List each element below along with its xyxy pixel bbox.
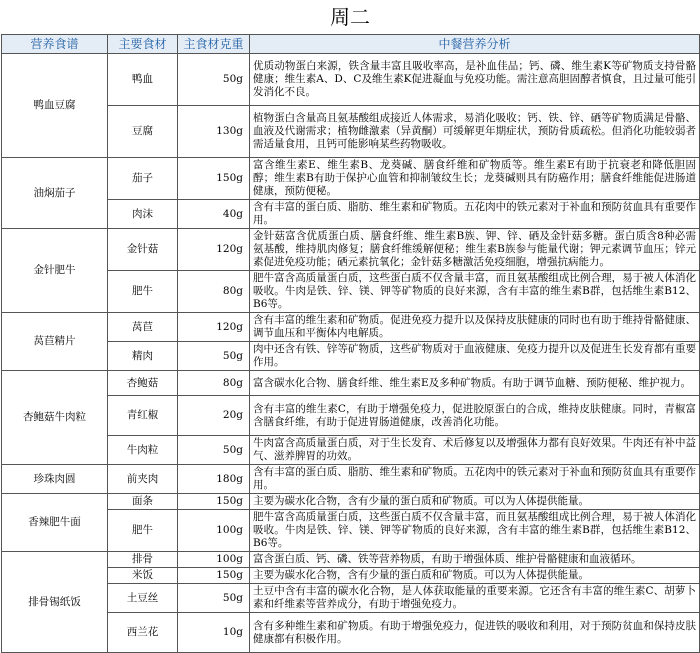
ingredient-name: 鸭血: [108, 54, 178, 106]
ingredient-name: 金针菇: [108, 229, 178, 271]
ingredient-weight: 40g: [178, 200, 250, 229]
dish-name: 鸭血豆腐: [2, 54, 108, 158]
ingredient-weight: 150g: [178, 158, 250, 200]
table-row: [2, 552, 700, 568]
table-body: [2, 54, 700, 653]
ingredient-name: 肉沫: [108, 200, 178, 229]
ingredient-weight: 10g: [178, 613, 250, 653]
nutrition-analysis: 主要为碳水化合物，含有少量的蛋白质和矿物质。可以为人体提供能量。: [250, 494, 700, 510]
nutrition-analysis: 主要为碳水化合物，含有少量的蛋白质和矿物质。可以为人体提供能量。: [250, 568, 700, 584]
dish-name: 排骨锡纸饭: [2, 552, 108, 653]
ingredient-weight: 130g: [178, 106, 250, 158]
ingredient-name: 排骨: [108, 552, 178, 568]
ingredient-weight: 120g: [178, 313, 250, 342]
header-analysis: 中餐营养分析: [250, 35, 700, 54]
table-header-row: [2, 35, 700, 54]
ingredient-name: 莴苣: [108, 313, 178, 342]
ingredient-name: 杏鲍菇: [108, 371, 178, 396]
nutrition-analysis: 肥牛富含高质量蛋白质，这些蛋白质不仅含量丰富，而且氨基酸组成比例合理，易于被人体消化吸收。牛肉是铁、锌、镁、钾等矿物质的良好来源，含有丰富的维生素B群，包括维生素B12、B6等。: [250, 271, 700, 313]
nutrition-analysis: 富含蛋白质、钙、磷、铁等营养物质，有助于增强体质、维护骨骼健康和血液循环。: [250, 552, 700, 568]
ingredient-name: 青红椒: [108, 396, 178, 436]
nutrition-analysis: 含有多种维生素和矿物质。有助于增强免疫力，促进铁的吸收和利用，对于预防贫血和保持皮肤健康都有积极作用。: [250, 613, 700, 653]
nutrition-analysis: 土豆中含有丰富的碳水化合物，是人体获取能量的重要来源。它还含有丰富的维生素C、胡萝卜素和纤维素等营养成分，有助于增强免疫力。: [250, 584, 700, 613]
dish-name: 金针肥牛: [2, 229, 108, 313]
table-row: [2, 229, 700, 271]
nutrition-analysis: 富含维生素E、维生素B、龙葵碱、膳食纤维和矿物质等。维生素E有助于抗衰老和降低胆固醇；维生素B有助于保护心血管和抑制皱纹生长；龙葵碱则具有防癌作用；膳食纤维能促进肠道健康，预防便秘。: [250, 158, 700, 200]
ingredient-name: 前夹肉: [108, 465, 178, 494]
nutrition-analysis: 含有丰富的蛋白质、脂肪、维生素和矿物质。五花肉中的铁元素对于补血和预防贫血具有重要作用。: [250, 465, 700, 494]
ingredient-name: 西兰花: [108, 613, 178, 653]
ingredient-name: 土豆丝: [108, 584, 178, 613]
ingredient-weight: 50g: [178, 342, 250, 371]
ingredient-weight: 80g: [178, 371, 250, 396]
dish-name: 珍珠肉圆: [2, 465, 108, 494]
nutrition-analysis: 金针菇富含优质蛋白质、膳食纤维、维生素B族、钾、锌、硒及金针菇多糖。蛋白质含8种必需氨基酸，维持肌肉修复；膳食纤维缓解便秘；维生素B族参与能量代谢；钾元素调节血压；锌元素促进免疫功能；硒元素抗氧化；金针菇多糖激活免疫细胞，增强抗病能力。: [250, 229, 700, 271]
ingredient-weight: 100g: [178, 510, 250, 552]
ingredient-name: 米饭: [108, 568, 178, 584]
ingredient-name: 面条: [108, 494, 178, 510]
ingredient-weight: 50g: [178, 436, 250, 465]
nutrition-analysis: 肥牛富含高质量蛋白质，这些蛋白质不仅含量丰富，而且氨基酸组成比例合理，易于被人体消化吸收。牛肉是铁、锌、镁、钾等矿物质的良好来源，含有丰富的维生素B群，包括维生素B12、B6等。: [250, 510, 700, 552]
dish-name: 香辣肥牛面: [2, 494, 108, 552]
dish-name: 杏鲍菇牛肉粒: [2, 371, 108, 465]
nutrition-analysis: 含有丰富的维生素C，有助于增强免疫力，促进胶原蛋白的合成，维持皮肤健康。同时，青椒富含膳食纤维，有助于促进胃肠道健康，改善消化功能。: [250, 396, 700, 436]
table-row: [2, 494, 700, 510]
ingredient-weight: 50g: [178, 54, 250, 106]
ingredient-weight: 150g: [178, 494, 250, 510]
table-row: [2, 465, 700, 494]
page-title: 周二: [330, 5, 370, 29]
ingredient-weight: 50g: [178, 584, 250, 613]
ingredient-weight: 100g: [178, 552, 250, 568]
nutrition-table: [1, 34, 700, 653]
header-ingredient: 主要食材: [108, 35, 178, 54]
ingredient-name: 肥牛: [108, 510, 178, 552]
ingredient-weight: 20g: [178, 396, 250, 436]
header-weight: 主食材克重: [178, 35, 250, 54]
dish-name: 油焖茄子: [2, 158, 108, 229]
table-row: [2, 158, 700, 200]
ingredient-name: 精肉: [108, 342, 178, 371]
ingredient-name: 牛肉粒: [108, 436, 178, 465]
table-row: [2, 54, 700, 106]
nutrition-analysis: 含有丰富的蛋白质、脂肪、维生素和矿物质。五花肉中的铁元素对于补血和预防贫血具有重要作用。: [250, 200, 700, 229]
ingredient-weight: 150g: [178, 568, 250, 584]
ingredient-name: 茄子: [108, 158, 178, 200]
ingredient-name: 肥牛: [108, 271, 178, 313]
table-row: [2, 371, 700, 396]
ingredient-weight: 180g: [178, 465, 250, 494]
dish-name: 莴苣精片: [2, 313, 108, 371]
ingredient-weight: 80g: [178, 271, 250, 313]
nutrition-analysis: 优质动物蛋白来源，铁含量丰富且吸收率高，是补血佳品；钙、磷、维生素K等矿物质支持骨骼健康；维生素A、D、C及维生素K促进凝血与免疫功能。需注意高胆固醇者慎食，且过量可能引发消化不良。: [250, 54, 700, 106]
ingredient-name: 豆腐: [108, 106, 178, 158]
nutrition-analysis: 肉中还含有铁、锌等矿物质，这些矿物质对于血液健康、免疫力提升以及促进生长发育都有重要作用。: [250, 342, 700, 371]
ingredient-weight: 120g: [178, 229, 250, 271]
nutrition-analysis: 富含碳水化合物、膳食纤维、维生素E及多种矿物质。有助于调节血糖、预防便秘、维护视力。: [250, 371, 700, 396]
nutrition-analysis: 牛肉富含高质量蛋白质，对于生长发育、术后修复以及增强体力都有良好效果。牛肉还有补中益气、滋养脾胃的功效。: [250, 436, 700, 465]
nutrition-analysis: 含有丰富的维生素和矿物质。促进免疫力提升以及保持皮肤健康的同时也有助于维持骨骼健康、调节血压和平衡体内电解质。: [250, 313, 700, 342]
table-row: [2, 313, 700, 342]
nutrition-analysis: 植物蛋白含量高且氨基酸组成接近人体需求，易消化吸收；钙、铁、锌、硒等矿物质满足骨骼、血液及代谢需求；植物雌激素（异黄酮）可缓解更年期症状，预防骨质疏松。但消化功能较弱者需适量食用，且钙可能影响某些药物吸收。: [250, 106, 700, 158]
header-dish: 营养食谱: [2, 35, 108, 54]
